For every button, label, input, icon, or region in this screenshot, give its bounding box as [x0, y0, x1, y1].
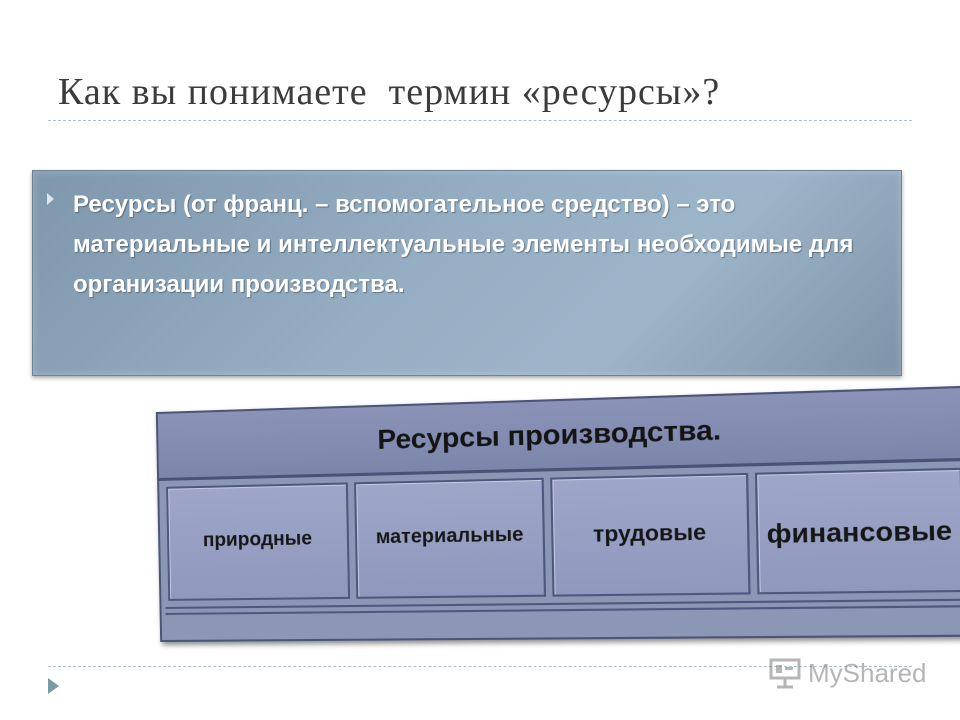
table-header-text: Ресурсы производства.	[377, 413, 722, 455]
table-cell-labor	[550, 473, 750, 597]
table-cell-text: материальные	[375, 524, 524, 549]
resources-table	[158, 412, 953, 638]
title-divider	[48, 120, 912, 121]
myshared-logo	[768, 656, 927, 690]
presentation-board-icon	[768, 656, 802, 690]
definition-text: Ресурсы (от франц. – вспомогательное средство) – это материальные и интеллектуальные элементы необходимые для организации производства.	[73, 191, 854, 298]
triangle-right-icon[interactable]	[48, 678, 59, 694]
table-row	[159, 461, 960, 607]
definition-box	[32, 170, 902, 376]
table-cell-financial	[755, 468, 960, 595]
table-cell-text: трудовые	[592, 520, 707, 547]
logo-text: MyShared	[808, 657, 927, 688]
bullet-arrow-icon	[47, 193, 54, 205]
table-cell-natural	[166, 482, 350, 600]
table-cell-material	[354, 478, 546, 599]
table-cell-text: финансовые	[766, 515, 953, 550]
slide-title: Как вы понимаете термин «ресурсы»?	[58, 71, 721, 113]
table-cell-text: природные	[202, 528, 313, 552]
resources-table-body	[156, 386, 960, 642]
